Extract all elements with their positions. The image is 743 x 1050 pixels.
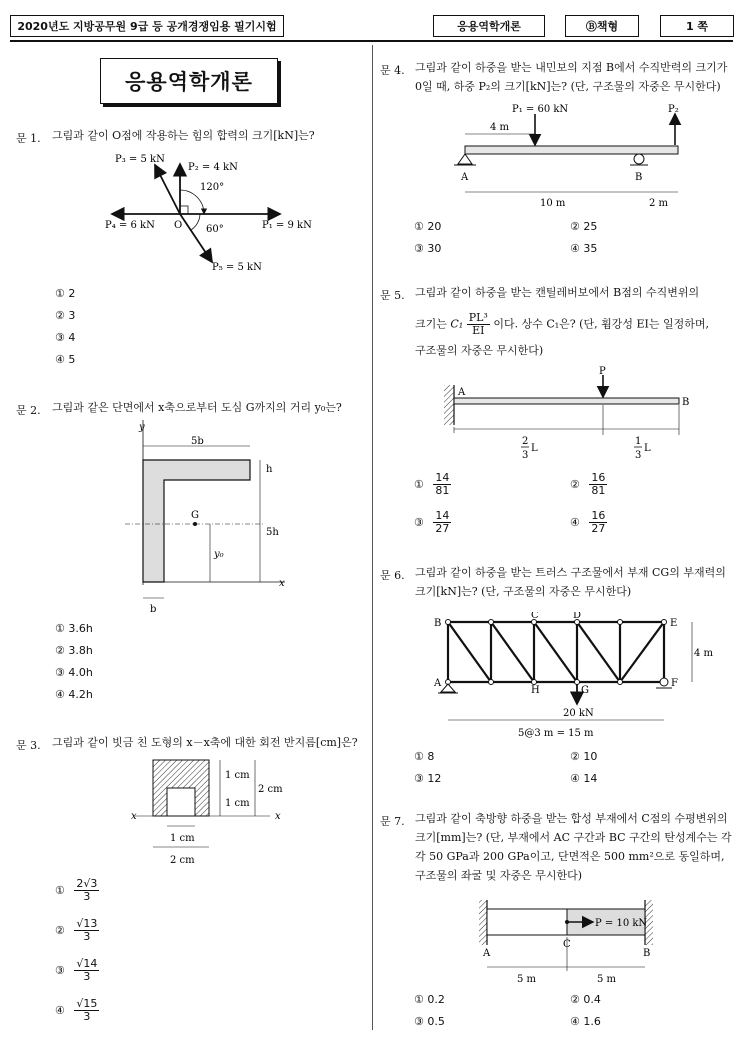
q3-option-4-frac: $\frac{√15}{3}$ [76,997,98,1023]
q4-option-2[interactable]: ② 25 [570,220,598,233]
q5-option-2-frac: $\frac{16}{81}$ [591,471,606,497]
booklet-type: Ⓑ책형 [585,20,619,33]
q7-option-2[interactable]: ② 0.4 [570,993,601,1006]
q7-label-5m-right: 5 m [597,974,617,985]
page-title-text: 응용역학개론 [125,70,253,94]
q6-option-2[interactable]: ② 10 [570,750,598,763]
q1-label-120: 120° [200,182,225,193]
q4-label-b: B [635,172,643,183]
q4-label-10m: 10 m [540,198,566,209]
q4-option-4[interactable]: ④ 35 [570,242,598,255]
q7-option-1[interactable]: ① 0.2 [414,993,445,1006]
q5-option-4[interactable] [570,510,607,535]
q4-label-4m: 4 m [490,122,510,133]
q5-label-frac1-num: 2 [522,436,529,447]
booklet-box [565,15,639,37]
q3-option-2-marker: ② [55,923,65,937]
q1-label-p5: P₅ = 5 kN [212,262,262,273]
q3-label-1cm-top: 1 cm [225,770,250,781]
q5-label-b: B [682,397,690,408]
q3-figure [125,755,295,870]
q5-label-frac2-den: 3 [635,450,642,461]
q4-label-p1: P₁ = 60 kN [512,104,569,115]
q5-number: 문 5. [380,289,405,302]
q6-label-d: D [573,612,582,621]
q6-label-f: F [671,678,678,689]
q7-label-5m-left: 5 m [517,974,537,985]
exam-title-box [10,15,284,37]
q5-text-line2 [415,312,733,337]
q1-label-p1: P₁ = 9 kN [262,220,312,231]
q5-label-l2: L [644,443,651,454]
q4-option-3[interactable]: ③ 30 [414,242,442,255]
q5-c1: C₁ [450,317,464,331]
q5-label-l1: L [531,443,538,454]
q5-label-a: A [458,387,466,398]
q1-label-p2: P₂ = 4 kN [188,162,238,173]
q7-option-4[interactable]: ④ 1.6 [570,1015,601,1028]
q2-number: 문 2. [16,404,41,417]
q5-formula: $\frac{\text{PL³}}{EI}$ [468,311,488,337]
exam-title: 2020년도 지방공무원 9급 등 공개경쟁임용 필기시험 [17,20,277,33]
page-number: 1 쪽 [685,20,709,33]
q5-option-4-marker: ④ [570,515,580,529]
q3-label-2cm-bottom: 2 cm [170,855,195,866]
q6-label-a: A [434,678,442,689]
q6-text: 그림과 같이 하중을 받는 트러스 구조물에서 부재 CG의 부재력의 크기[kN]는? (단, 구조물의 자중은 무시한다) [415,566,726,598]
q6-number: 문 6. [380,569,405,582]
q2-text: 그림과 같은 단면에서 x축으로부터 도심 G까지의 거리 y₀는? [52,401,342,414]
q6-label-span: 5@3 m = 15 m [518,728,594,739]
q3-option-3[interactable] [55,958,99,983]
q5-figure [430,365,690,465]
q5-label-frac1-den: 3 [522,450,529,461]
q1-option-3[interactable]: ③ 4 [55,331,76,344]
q5-text-line3: 구조물의 자중은 무시한다) [415,344,544,357]
q3-label-2cm-right: 2 cm [258,784,283,795]
q6-label-b: B [434,618,442,629]
q6-option-3[interactable]: ③ 12 [414,772,442,785]
q1-label-p4: P₄ = 6 kN [105,220,155,231]
q1-figure [100,150,320,280]
q3-option-3-frac: $\frac{√14}{3}$ [76,957,98,983]
q5-option-2-marker: ② [570,477,580,491]
q7-label-p: P = 10 kN [595,918,648,929]
q6-label-load: 20 kN [563,708,594,719]
q5-text-suffix: 이다. 상수 C₁은? (단, 휨강성 EI는 일정하며, [493,317,709,331]
header-rule [10,40,733,42]
q1-number: 문 1. [16,132,41,145]
q6-label-e: E [670,618,678,629]
q7-number: 문 7. [380,815,405,828]
q7-figure [475,895,665,990]
q2-option-4[interactable]: ④ 4.2h [55,688,93,701]
q3-option-1[interactable] [55,878,99,903]
q2-label-b: b [150,604,157,615]
q2-option-3[interactable]: ③ 4.0h [55,666,93,679]
q4-text: 그림과 같이 하중을 받는 내민보의 지점 B에서 수직반력의 크기가 0일 때, 하중 P₂의 크기[kN]는? (단, 구조물의 자중은 무시한다) [415,61,728,93]
q4-option-1[interactable]: ① 20 [414,220,442,233]
q3-option-4-marker: ④ [55,1003,65,1017]
page-box [660,15,734,37]
q4-label-a: A [461,172,469,183]
q5-option-3-frac: $\frac{14}{27}$ [435,509,450,535]
q7-label-b: B [643,948,651,959]
q1-text: 그림과 같이 O점에 작용하는 힘의 합력의 크기[kN]는? [52,129,315,142]
q7-label-c: C [563,939,571,950]
q3-option-1-frac: $\frac{2√3}{3}$ [76,877,98,903]
q3-label-x-right: x [275,811,281,822]
q3-option-2[interactable] [55,918,99,943]
q2-label-y0: y₀ [214,549,224,560]
q6-label-h: H [531,685,540,696]
q1-label-p3: P₃ = 5 kN [115,154,165,165]
q2-option-1[interactable]: ① 3.6h [55,622,93,635]
q7-label-a: A [483,948,491,959]
q5-label-frac2-num: 1 [635,436,642,447]
q6-label-c: C [531,612,539,621]
q1-label-o: O [174,220,183,231]
q2-label-h: h [266,464,273,475]
q1-option-2[interactable]: ② 3 [55,309,76,322]
page-title [100,58,278,104]
subject-box [433,15,545,37]
q3-label-x-left: x [131,811,137,822]
q5-text-prefix: 크기는 [415,317,447,331]
q3-option-1-marker: ① [55,883,65,897]
q5-option-1-frac: $\frac{14}{81}$ [435,471,450,497]
q3-option-3-marker: ③ [55,963,65,977]
q3-number: 문 3. [16,739,41,752]
q1-option-1[interactable]: ① 2 [55,287,76,300]
q4-number: 문 4. [380,64,405,77]
q2-option-2[interactable]: ② 3.8h [55,644,93,657]
q1-label-60: 60° [206,224,224,235]
q6-option-4[interactable]: ④ 14 [570,772,598,785]
q3-label-1cm-bottom: 1 cm [170,833,195,844]
q4-label-p2: P₂ [668,104,679,115]
q3-option-2-frac: $\frac{√13}{3}$ [76,917,98,943]
q5-option-1[interactable] [414,472,451,497]
q7-option-3[interactable]: ③ 0.5 [414,1015,445,1028]
q2-figure [115,420,305,620]
q5-text-line1: 그림과 같이 하중을 받는 캔틸레버보에서 B점의 수직변위의 [415,286,700,299]
q5-option-4-frac: $\frac{16}{27}$ [591,509,606,535]
q3-text: 그림과 같이 빗금 친 도형의 x－x축에 대한 회전 반지름[cm]은? [52,736,358,749]
q2-label-g: G [191,510,199,521]
q6-label-4m: 4 m [694,648,714,659]
q3-option-4[interactable] [55,998,99,1023]
column-divider [372,45,373,1030]
q2-label-5b: 5b [191,436,204,447]
q5-label-p: P [599,366,606,377]
q1-option-4[interactable]: ④ 5 [55,353,76,366]
q7-text: 그림과 같이 축방향 하중을 받는 합성 부재에서 C점의 수평변위의 크기[mm]는? (단, 부재에서 AC 구간과 BC 구간의 탄성계수는 각각 50 GPa과 200 GPa이고, 단면적은 500 mm²으로 동일하며, 구조물의 좌굴 및 자중은 무시한다) [415,812,732,882]
q6-option-1[interactable]: ① 8 [414,750,435,763]
q4-label-2m: 2 m [649,198,669,209]
q6-label-g: G [581,685,589,696]
q5-option-2[interactable] [570,472,607,497]
q5-option-3[interactable] [414,510,451,535]
q2-label-y: y [139,422,145,433]
q2-label-x: x [279,578,285,589]
q5-option-1-marker: ① [414,477,424,491]
q3-label-1cm-mid: 1 cm [225,798,250,809]
q5-option-3-marker: ③ [414,515,424,529]
q4-figure [450,100,700,212]
q6-figure [430,612,720,742]
subject-label: 응용역학개론 [457,20,521,33]
q2-label-5h: 5h [266,527,279,538]
